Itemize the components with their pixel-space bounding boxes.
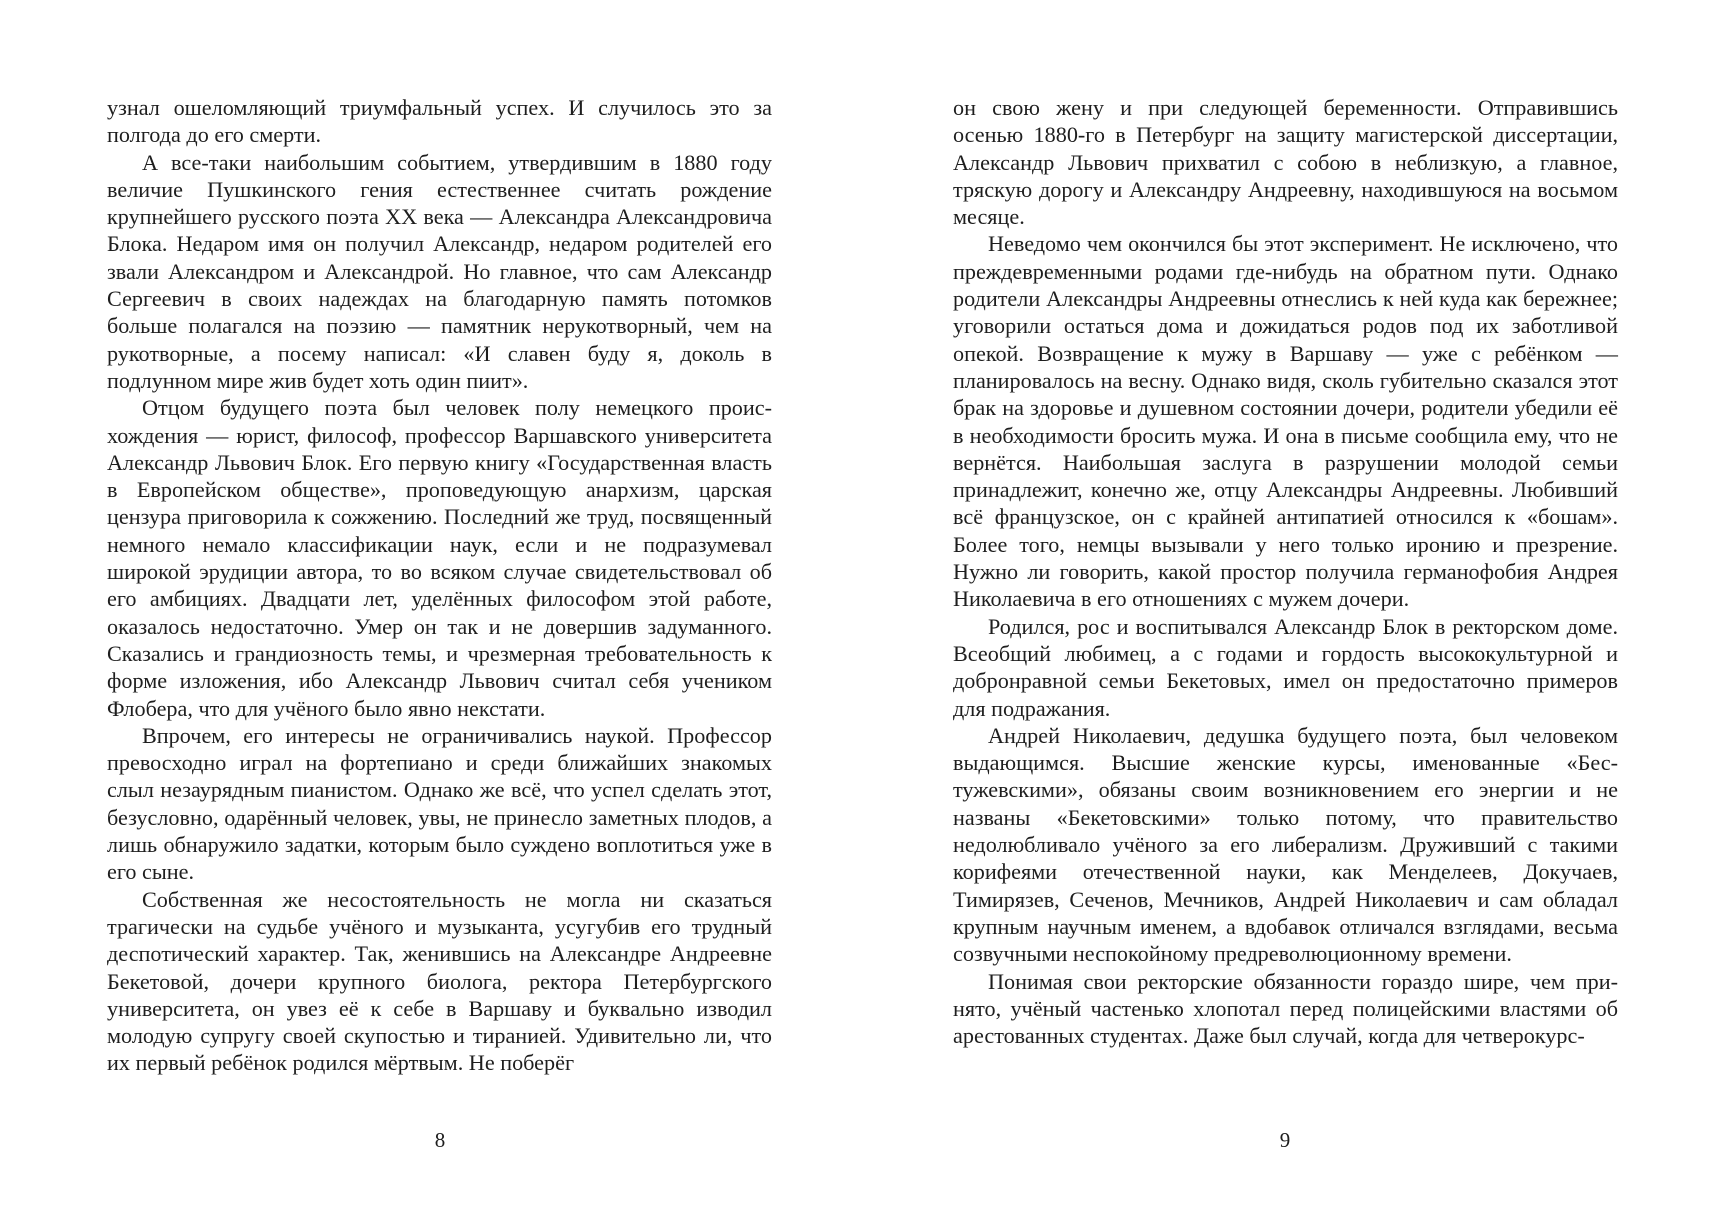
paragraph: Отцом будущего поэта был человек полу немецкого происхождения — юрист, философ, профессор Варшавского университета Александр Львович Блок. Его первую книгу «Государственная власть в Европейском обществе», проповедующую анархизм, царская цензура приговорила к сожжению. Последний же труд, посвященный немного немало классификации наук, если и не подразумевал широкой эрудиции автора, то во всяком случае свидетельствовал об его амбициях. Двадцати лет, уделённых философом этой работе, оказалось недостаточно. Умер он так и не довершив задуманного. Сказались и грандиозность темы, и чрезмерная требовательность к форме изложения, ибо Александр Львович считал себя учеником Флобера, что для учёного было явно некстати. (107, 395, 772, 721)
paragraph: он свою жену и при следующей беременности. Отправившись осенью 1880-го в Петербург на защиту магистерской диссертации, Александр Львович прихватил с собою в неблизкую, а главное, тряскую дорогу и Александру Андреевну, находившуюся на восьмом месяце. (953, 95, 1618, 230)
paragraph: Впрочем, его интересы не ограничивались наукой. Профессор превосходно играл на фортепиано и среди ближайших знакомых слыл незаурядным пианистом. Однако же всё, что успел сделать этот, безусловно, одарённый человек, увы, не принесло заметных плодов, а лишь обнаружило задатки, которым было суждено воплотиться уже в его сыне. (107, 722, 772, 885)
paragraph: узнал ошеломляющий триумфальный успех. И случилось это за полгода до его смерти. (107, 95, 772, 148)
page-number-right: 9 (1279, 1128, 1291, 1152)
paragraph: Собственная же несостоятельность не могла ни сказаться трагически на судьбе учёного и музыканта, усугубив его трудный деспотический характер. Так, женившись на Александре Андреевне Бекетовой, дочери крупного биолога, ректора Петербургского университета, он увез её к себе в Варшаву и буквально изводил молодую супругу своей скупостью и тиранией. Удивительно ли, что их первый ребёнок родился мёртвым. Не поберёг (107, 886, 772, 1076)
paragraph: Понимая свои ректорские обязанности гораздо шире, чем принято, учёный частенько хлопотал перед полицейскими властями об арестованных студентах. Даже был случай, когда для четверокурс- (953, 968, 1618, 1049)
right-page-text (953, 94, 1618, 1049)
paragraph: Неведомо чем окончился бы этот эксперимент. Не исключено, что преждевременными родами где-нибудь на обратном пути. Однако родители Александры Андреевны отнеслись к ней куда как бережнее; уговорили остаться дома и дожидаться родов под их заботливой опекой. Возвращение к мужу в Варшаву — уже с ребёнком — планировалось на весну. Однако видя, сколь губительно сказался этот брак на здоровье и душевном состоянии дочери, родители убедили её в необходимости бросить мужа. И она в письме сообщила ему, что не вернётся. Наибольшая заслуга в разрушении молодой семьи принадлежит, конечно же, отцу Александры Андреевны. Любивший всё французское, он с крайней антипатией относился к «бошам». Более того, немцы вызывали у него только иронию и презрение. Нужно ли говорить, какой простор получила германофобия Андрея Николаевича в его отношениях с мужем дочери. (953, 231, 1618, 612)
paragraph: Родился, рос и воспитывался Александр Блок в ректорском доме. Всеобщий любимец, а с годами и гордость высококультурной и добронравной семьи Бекетовых, имел он предостаточно примеров для подражания. (953, 613, 1618, 721)
page-number-left: 8 (434, 1128, 446, 1152)
paragraph: Андрей Николаевич, дедушка будущего поэта, был человеком выдающимся. Высшие женские курсы, именованные «Бестужевскими», обязаны своим возникновением его энергии и не названы «Бекетовскими» только потому, что правительство недолюбливало учёного за его либерализм. Друживший с такими корифеями отечественной науки, как Менделеев, Докучаев, Тимирязев, Сеченов, Мечников, Андрей Николаевич и сам обладал крупным научным именем, а вдобавок отличался взглядами, весьма созвучными неспокойному предреволюционному времени. (953, 722, 1618, 967)
paragraph: А все-таки наибольшим событием, утвердившим в 1880 году величие Пушкинского гения естественнее считать рождение крупнейшего русского поэта XX века — Александра Александровича Блока. Недаром имя он получил Александр, недаром родителей его звали Александром и Александрой. Но главное, что сам Александр Сергеевич в своих надеждах на благодарную память потомков больше полагался на поэзию — памятник нерукотворный, чем на рукотворные, а посему написал: «И славен буду я, доколь в подлунном мире жив будет хоть один пиит». (107, 149, 772, 393)
left-page-text (107, 94, 772, 1077)
